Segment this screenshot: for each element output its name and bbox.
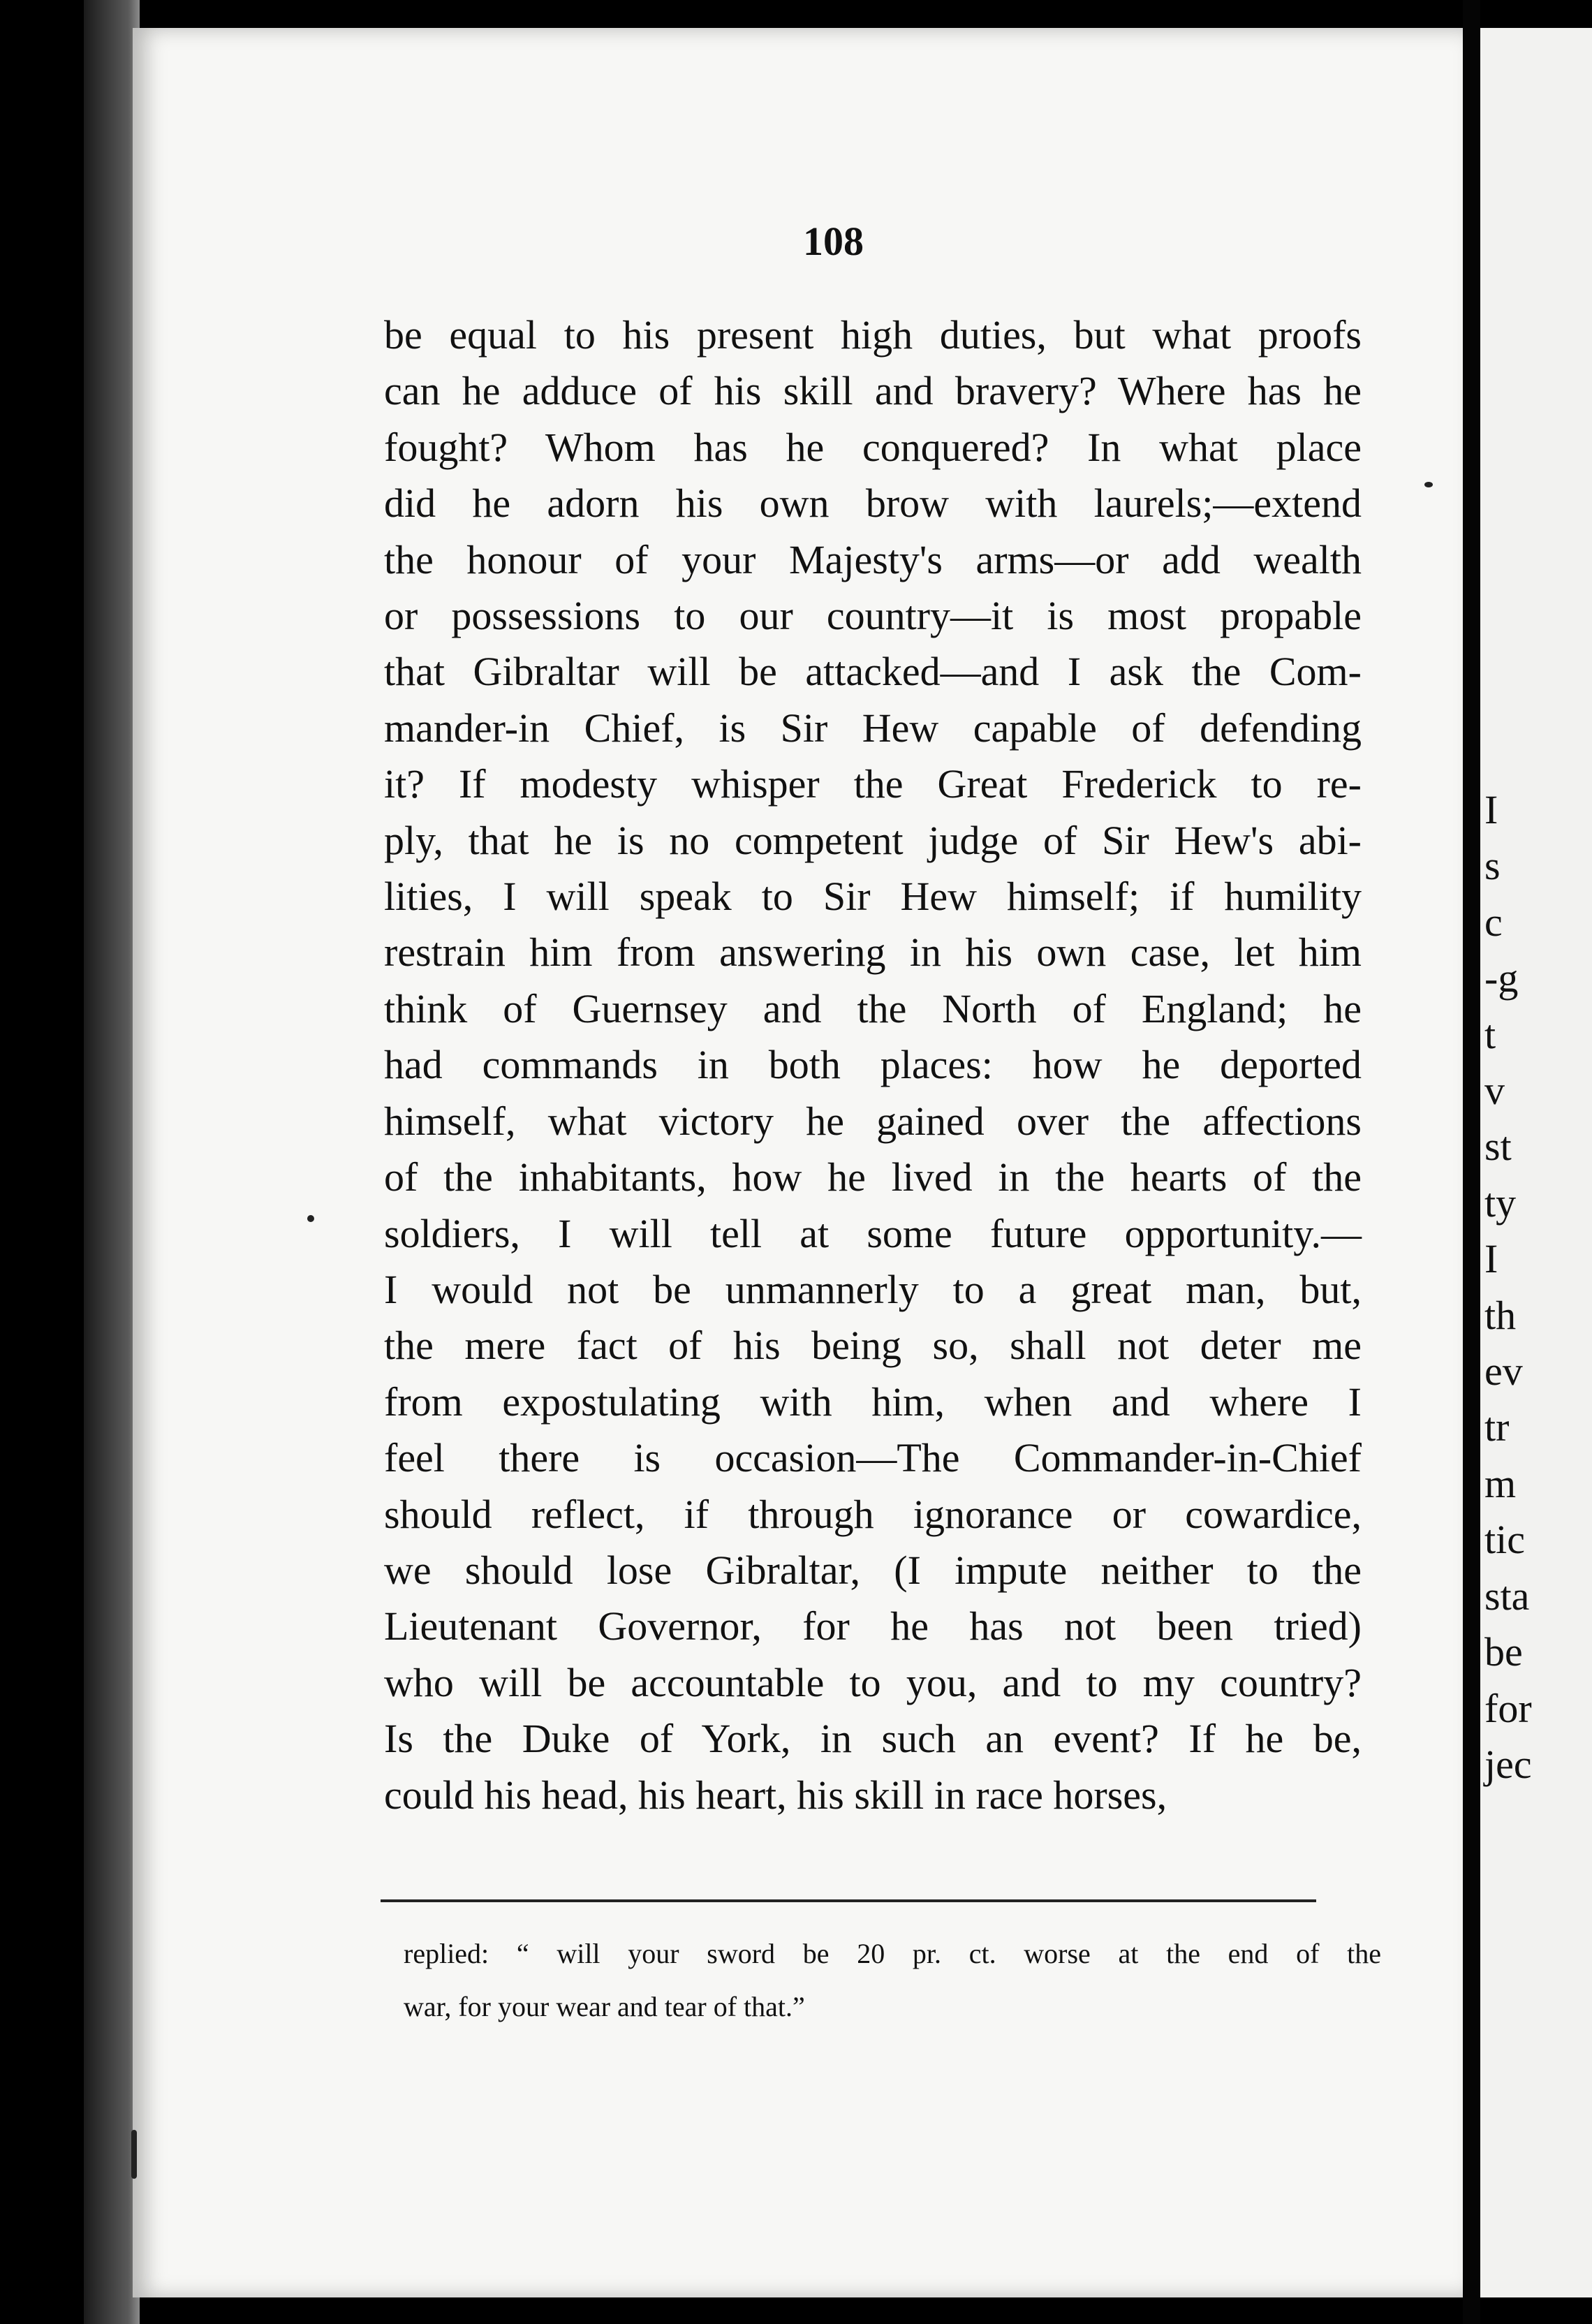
text-fragment: c (1484, 899, 1503, 945)
text-line: Is the Duke of York, in such an event? If he be, (384, 1716, 1362, 1762)
text-line: or possessions to our country—it is most propable (384, 593, 1362, 639)
text-line: from expostulating with him, when and where I (384, 1378, 1362, 1425)
text-line: feel there is occasion—The Commander-in-Chief (384, 1435, 1362, 1481)
footnote-rule (381, 1899, 1316, 1902)
text-fragment: m (1484, 1460, 1517, 1506)
ink-speck (307, 1215, 314, 1222)
text-fragment: jec (1484, 1741, 1532, 1787)
text-line: Lieutenant Governor, for he has not been tried) (384, 1603, 1362, 1649)
text-fragment: I (1484, 787, 1498, 832)
footnote (404, 1927, 1381, 2034)
text-line: fought? Whom has he conquered? In what place (384, 424, 1362, 470)
text-line: that Gibraltar will be attacked—and I ask the Com- (384, 649, 1362, 695)
text-line: himself, what victory he gained over the affections (384, 1098, 1362, 1144)
text-line: soldiers, I will tell at some future opportunity.— (384, 1210, 1362, 1256)
text-fragment: I (1484, 1236, 1498, 1282)
text-line: think of Guernsey and the North of England; he (384, 985, 1362, 1031)
text-fragment: v (1484, 1068, 1505, 1114)
left-page-edge (84, 0, 140, 2324)
text-line: should reflect, if through ignorance or cowardice, (384, 1491, 1362, 1537)
text-fragment: ty (1484, 1179, 1517, 1226)
text-fragment: -g (1484, 955, 1519, 1001)
text-line: could his head, his heart, his skill in race horses, (384, 1772, 1167, 1818)
text-line: had commands in both places: how he deported (384, 1042, 1362, 1088)
text-line: I would not be unmannerly to a great man, but, (384, 1266, 1362, 1312)
text-fragment: s (1484, 843, 1501, 889)
text-fragment: be (1484, 1629, 1523, 1675)
text-fragment: for (1484, 1685, 1532, 1731)
text-line: did he adorn his own brow with laurels;—extend (384, 480, 1362, 527)
text-fragment: sta (1484, 1573, 1530, 1619)
text-line: the honour of your Majesty's arms—or add wealth (384, 536, 1362, 582)
ink-speck (1424, 482, 1433, 487)
text-line: it? If modesty whisper the Great Frederick to re- (384, 761, 1362, 807)
text-fragment: tic (1484, 1517, 1525, 1563)
text-line: who will be accountable to you, and to my country? (384, 1659, 1362, 1705)
footnote-line: war, for your wear and tear of that.” (404, 1991, 805, 2022)
ink-speck (131, 2130, 137, 2179)
text-line: lities, I will speak to Sir Hew himself; if humility (384, 874, 1362, 920)
text-line: restrain him from answering in his own case, let him (384, 929, 1362, 976)
text-fragment: ev (1484, 1348, 1523, 1395)
text-line: can he adduce of his skill and bravery? Where has he (384, 368, 1362, 414)
text-line: we should lose Gibraltar, (I impute neither to the (384, 1547, 1362, 1593)
text-fragment: st (1484, 1124, 1512, 1170)
text-line: of the inhabitants, how he lived in the hearts of the (384, 1154, 1362, 1200)
text-line: the mere fact of his being so, shall not deter me (384, 1323, 1362, 1369)
text-line: ply, that he is no competent judge of Sir Hew's abi- (384, 817, 1362, 863)
text-line: be equal to his present high duties, but what proofs (384, 312, 1362, 358)
facing-page-text (1484, 782, 1589, 1793)
body-text (384, 307, 1362, 1823)
text-line: mander-in Chief, is Sir Hew capable of defending (384, 705, 1362, 751)
page-number: 108 (803, 219, 864, 264)
text-fragment: tr (1484, 1404, 1510, 1450)
footnote-line: replied: “ will your sword be 20 pr. ct. worse at the end of the (404, 1938, 1381, 1969)
book-gutter (1463, 0, 1480, 2324)
text-fragment: t (1484, 1011, 1496, 1057)
text-fragment: th (1484, 1292, 1517, 1338)
